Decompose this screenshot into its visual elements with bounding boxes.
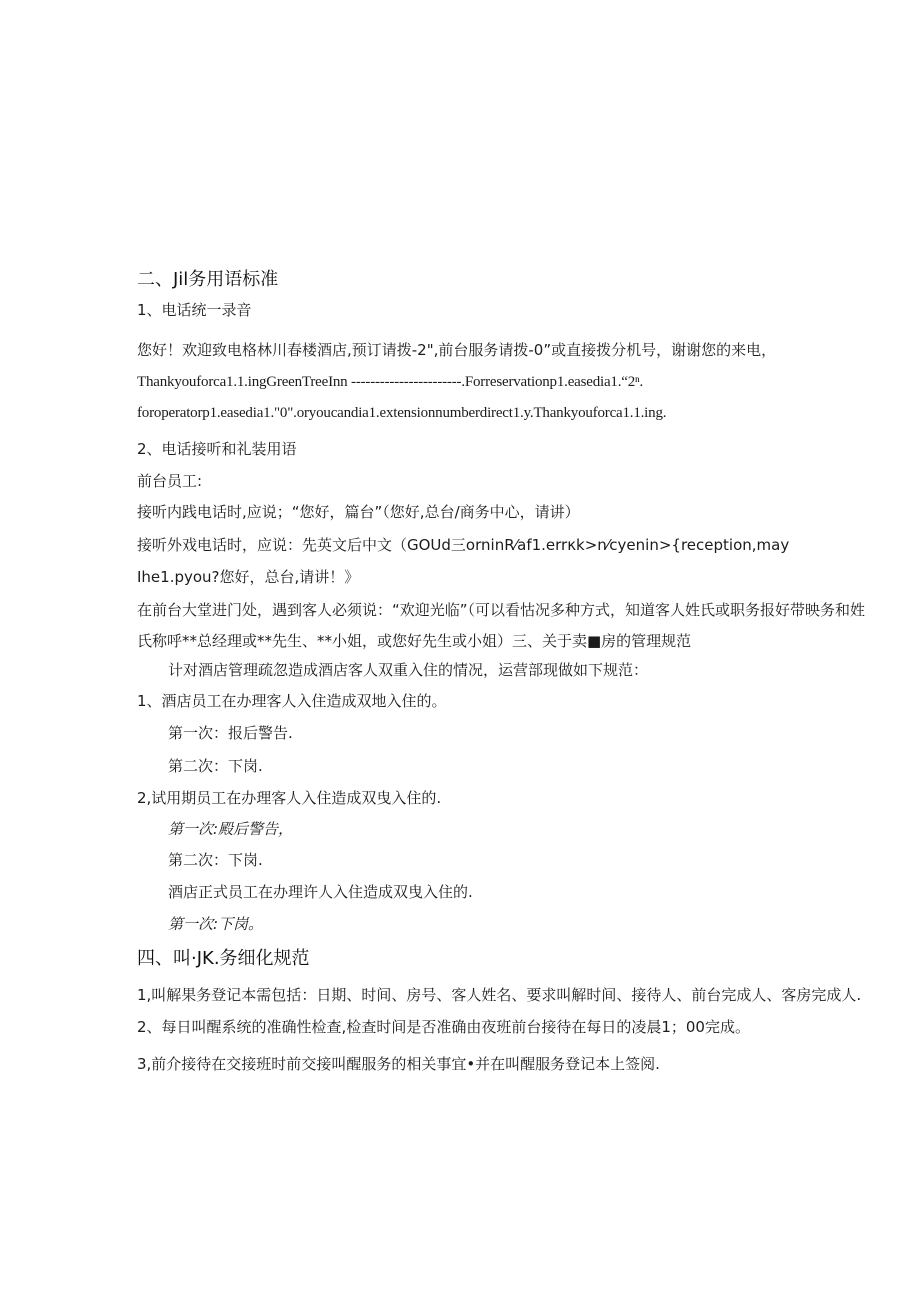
section-3-intro: 计对酒店管理疏忽造成酒店客人双重入住的情况，运营部现做如下规范：: [168, 661, 649, 679]
rule-1-first: 第一次：报后警告.: [168, 724, 293, 742]
lobby-greeting-2: 氏称呼**总经理或**先生、**小姐，或您好先生或小姐）三、关于卖■房的管理规范: [137, 632, 692, 650]
rule-1: 1、酒店员工在办理客人入住造成双地入住的。: [137, 692, 447, 710]
rule-1-second: 第二次：下岗.: [168, 757, 263, 775]
rule-3: 酒店正式员工在办理许人入住造成双曳入住的.: [168, 883, 473, 901]
front-desk-staff-label: 前台员工:: [137, 472, 203, 490]
lobby-greeting-1: 在前台大堂进门处，遇到客人必须说：“欢迎光临”（可以看怙况多种方式，知道客人姓氏或职务报好带映务和姓: [137, 601, 866, 619]
rule-2-second: 第二次：下岗.: [168, 851, 263, 869]
section-2-subheading-2: 2、电话接听和礼装用语: [137, 440, 297, 458]
external-call-phrase-1: 接听外戏电话时，应说：先英文后中文（GOUd三orninR⁄af1.errκk>n⁄cyenin>{reception,may: [137, 536, 790, 554]
greeting-english-2: foroperatorp1.easedia1."0".oryoucandia1.extensionnumberdirect1.y.Thankyouforca1.1.ing.: [137, 405, 667, 421]
rule-3-first: 第一次:下岗。: [168, 915, 264, 933]
rule-2: 2,试用期员工在办理客人入住造成双曳入住的.: [137, 789, 442, 807]
greeting-chinese: 您好！欢迎致电格林川春楼酒店,预订请拨-2",前台服务请拨-0”或直接拨分机号，谢谢您的来电，: [137, 341, 777, 359]
internal-call-phrase: 接听内践电话时,应说；“您好，篇台”（您好,总台/商务中心，请讲）: [137, 503, 580, 521]
external-call-phrase-2: Ihe1.pyou?您好，总台,请讲！》: [137, 568, 360, 586]
section-2-heading: 二、Jil务用语标准: [137, 269, 279, 290]
greeting-english-1: Thankyouforca1.1.ingGreenTreeInn -----------------------.Forreservationp1.easedia1.“2ⁿ.: [137, 374, 644, 390]
rule-2-first: 第一次:殿后警告，: [168, 820, 294, 838]
section-4-heading: 四、叫·JK.务细化规范: [137, 948, 310, 969]
wakeup-rule-2: 2、每日叫醒系统的准确性检查,检查时间是否准确由夜班前台接待在每日的凌晨1；00完成。: [137, 1018, 750, 1036]
wakeup-rule-3: 3,前介接待在交接班时前交接叫醒服务的相关事宜•并在叫醒服务登记本上签阅.: [137, 1055, 660, 1073]
wakeup-rule-1: 1,叫解果务登记本需包括：日期、时间、房号、客人姓名、要求叫解时间、接待人、前台完成人、客房完成人.: [137, 986, 862, 1004]
section-2-subheading-1: 1、电话统一录音: [137, 301, 252, 319]
